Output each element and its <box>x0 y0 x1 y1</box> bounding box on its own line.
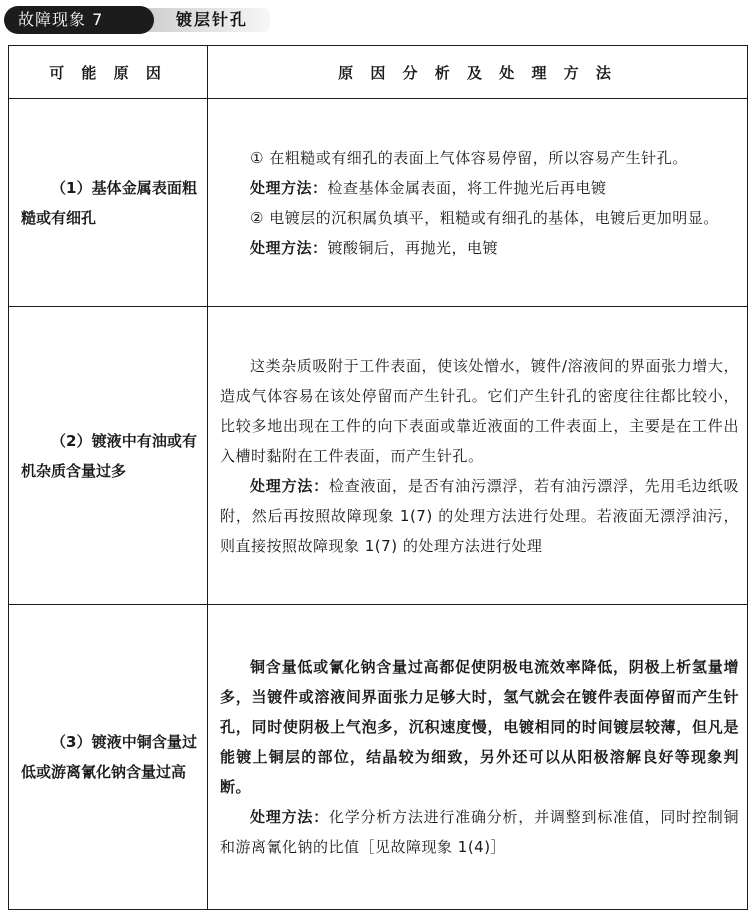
cause-cell <box>9 605 208 910</box>
table-row <box>9 99 748 307</box>
cause-cell <box>9 307 208 605</box>
cause-text: （2）镀液中有油或有机杂质含量过多 <box>21 431 197 480</box>
analysis-cell <box>208 605 748 910</box>
fault-number-tag: 故障现象 7 <box>4 6 154 34</box>
treatment-paragraph: 处理方法：镀酸铜后，再抛光，电镀 <box>250 238 499 257</box>
column-header-cause: 可 能 原 因 <box>9 46 208 99</box>
cause-text: （1）基体金属表面粗糙或有细孔 <box>21 178 197 227</box>
treatment-paragraph: 处理方法：检查液面，是否有油污漂浮，若有油污漂浮，先用毛边纸吸附，然后再按照故障现象 1(7) 的处理方法进行处理。若液面无漂浮油污，则直接按照故障现象 1(7) 的处理方法进行处理 <box>220 476 739 555</box>
treatment-label: 处理方法： <box>250 238 328 257</box>
section-header <box>4 6 270 34</box>
fault-title: 镀层针孔 <box>176 10 249 29</box>
treatment-paragraph: 处理方法：化学分析方法进行准确分析，并调整到标准值，同时控制铜和游离氰化钠的比值［见故障现象 1(4)］ <box>220 808 739 856</box>
table-header-row <box>9 46 748 99</box>
cause-cell <box>9 99 208 307</box>
column-header-analysis: 原 因 分 析 及 处 理 方 法 <box>208 46 748 99</box>
analysis-cell <box>208 307 748 605</box>
fault-analysis-table <box>8 45 748 910</box>
treatment-label: 处理方法： <box>250 808 329 826</box>
treatment-label: 处理方法： <box>250 178 328 197</box>
analysis-paragraph: ① 在粗糙或有细孔的表面上气体容易停留，所以容易产生针孔。 <box>250 148 688 167</box>
treatment-paragraph: 处理方法：检查基体金属表面，将工件抛光后再电镀 <box>250 178 607 197</box>
table-row <box>9 307 748 605</box>
analysis-paragraph: 这类杂质吸附于工件表面，使该处憎水，镀件/溶液间的界面张力增大，造成气体容易在该处停留而产生针孔。它们产生针孔的密度往往都比较小，比较多地出现在工件的向下表面或靠近液面的工件表面上，主要是在工件出入槽时黏附在工件表面，而产生针孔。 <box>220 356 739 465</box>
analysis-paragraph: ② 电镀层的沉积属负填平，粗糙或有细孔的基体，电镀后更加明显。 <box>250 208 719 227</box>
treatment-label: 处理方法： <box>250 476 329 495</box>
table-row <box>9 605 748 910</box>
analysis-paragraph: 铜含量低或氰化钠含量过高都促使阴极电流效率降低，阴极上析氢量增多，当镀件或溶液间界面张力足够大时，氢气就会在镀件表面停留而产生针孔，同时使阴极上气泡多，沉积速度慢，电镀相同的时间镀层较薄，但凡是能镀上铜层的部位，结晶较为细致，另外还可以从阳极溶解良好等现象判断。 <box>220 658 739 796</box>
cause-text: （3）镀液中铜含量过低或游离氰化钠含量过高 <box>21 733 197 781</box>
analysis-cell <box>208 99 748 307</box>
